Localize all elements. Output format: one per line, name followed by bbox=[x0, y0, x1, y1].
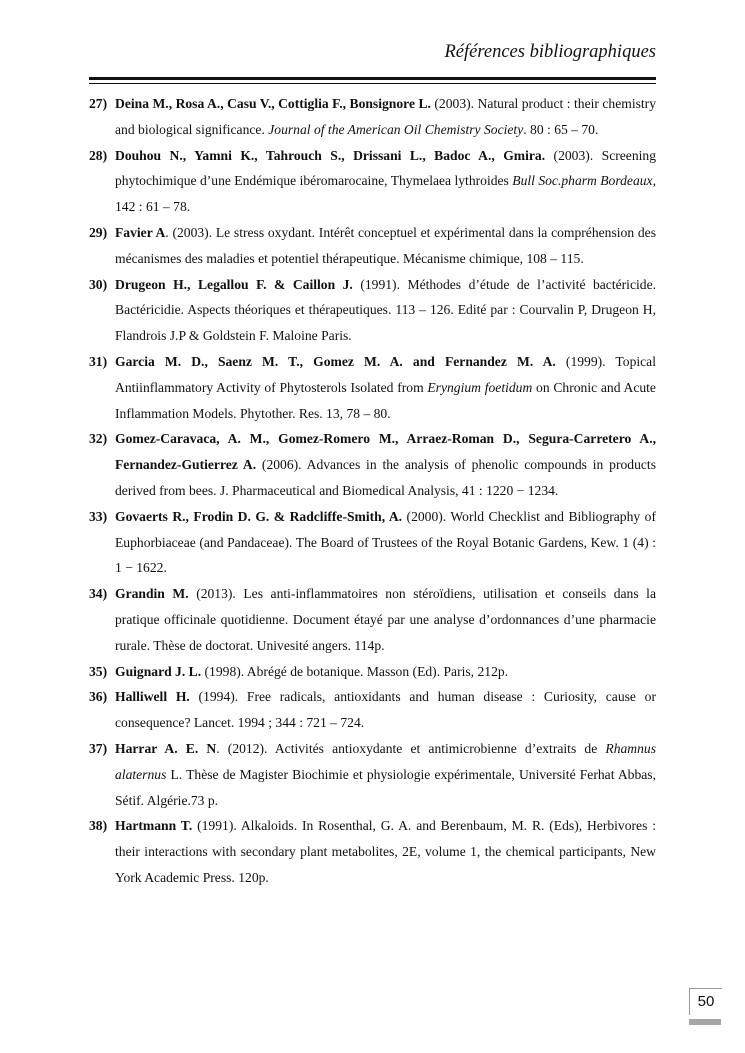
reference-authors: Govaerts R., Frodin D. G. & Radcliffe-Smith, A. bbox=[115, 508, 403, 524]
reference-item bbox=[89, 272, 656, 349]
reference-authors: Gomez-Caravaca, A. M., Gomez-Romero M., Arraez-Roman D., Segura-Carretero A., Fernandez-Gutierrez A. bbox=[115, 431, 656, 473]
reference-italic: Bull Soc.pharm Bordeaux bbox=[512, 173, 653, 189]
reference-authors: Hartmann T. bbox=[115, 818, 193, 834]
reference-text: (2003). Natural product : their chemistry and biological significance. bbox=[115, 96, 656, 137]
reference-text: (2006). Advances in the analysis of phenolic compounds in products derived from bees. J. Pharmaceutical and Biomedical Analysis, 41 : 1220 − 1234. bbox=[115, 457, 656, 498]
reference-authors: Deina M., Rosa A., Casu V., Cottiglia F., Bonsignore L. bbox=[115, 96, 431, 111]
reference-authors: Douhou N., Yamni K., Tahrouch S., Drissani L., Badoc A., Gmira. bbox=[115, 147, 546, 163]
reference-authors: Grandin M. bbox=[115, 586, 189, 602]
reference-text: on Chronic and Acute Inflammation Models. Phytother. Res. 13, 78 – 80. bbox=[115, 379, 656, 421]
reference-item bbox=[89, 426, 656, 503]
reference-number: 32) bbox=[89, 431, 108, 447]
reference-authors: Halliwell H. bbox=[115, 689, 190, 705]
reference-number: 27) bbox=[89, 96, 108, 111]
reference-item bbox=[89, 504, 656, 581]
reference-authors: Guignard J. L. bbox=[115, 663, 202, 679]
reference-item bbox=[89, 684, 656, 736]
reference-text: (1999). Topical Antiinflammatory Activity of Phytosterols Isolated from bbox=[115, 353, 656, 395]
reference-number: 30) bbox=[89, 276, 108, 292]
reference-list bbox=[89, 91, 656, 891]
reference-text: . 80 : 65 – 70. bbox=[523, 121, 599, 137]
reference-number: 28) bbox=[89, 147, 108, 163]
page-number-bar bbox=[689, 1019, 721, 1025]
reference-number: 38) bbox=[89, 818, 108, 834]
reference-text: (1991). Méthodes d’étude de l’activité bactéricide. Bactéricidie. Aspects théoriques et thérapeutiques. 113 – 126. Edité par : Courvalin P, Drugeon H, Flandrois J.P & Goldstein F. Maloine Paris. bbox=[115, 276, 656, 344]
reference-text: , 142 : 61 – 78. bbox=[115, 173, 656, 215]
reference-number: 36) bbox=[89, 689, 108, 705]
reference-number: 35) bbox=[89, 663, 108, 679]
page-number: 50 bbox=[689, 988, 722, 1015]
reference-text: (1998). Abrégé de botanique. Masson (Ed). Paris, 212p. bbox=[201, 663, 509, 679]
reference-text: (1994). Free radicals, antioxidants and human disease : Curiosity, cause or consequence? Lancet. 1994 ; 344 : 721 – 724. bbox=[115, 689, 656, 731]
reference-item bbox=[89, 349, 656, 426]
reference-text: (2013). Les anti-inflammatoires non stéroïdiens, utilisation et conseils dans la pratique officinale quotidienne. Document étayé par une analyse d’ordonnances d’une pharmacie rurale. Thèse de doctorat. Univesité angers. 114p. bbox=[115, 586, 656, 653]
reference-item bbox=[89, 91, 656, 143]
reference-item bbox=[89, 736, 656, 813]
reference-number: 37) bbox=[89, 740, 108, 756]
reference-item bbox=[89, 813, 656, 890]
reference-italic: Eryngium foetidum bbox=[427, 379, 533, 395]
reference-authors: Drugeon H., Legallou F. & Caillon J. bbox=[115, 276, 353, 292]
reference-text: (1991). Alkaloids. In Rosenthal, G. A. and Berenbaum, M. R. (Eds), Herbivores : their interactions with secondary plant metabolites, 2E, volume 1, the chemical participants, New York Academic Press. 120p. bbox=[115, 818, 657, 885]
header-rule-thick bbox=[89, 77, 656, 80]
reference-italic: Journal of the American Oil Chemistry Society bbox=[268, 121, 524, 137]
reference-text: (2000). World Checklist and Bibliography of Euphorbiaceae (and Pandaceae). The Board of Trustees of the Royal Botanic Gardens, Kew. 1 (4) : 1 − 1622. bbox=[115, 508, 656, 576]
reference-text: . (2012). Activités antioxydante et antimicrobienne d’extraits de bbox=[216, 740, 606, 756]
page-header-title: Références bibliographiques bbox=[444, 42, 656, 62]
reference-italic: Rhamnus alaternus bbox=[115, 740, 656, 782]
reference-text: (2003). Screening phytochimique d’une Endémique ibéromarocaine, Thymelaea lythroides bbox=[115, 147, 657, 189]
reference-item bbox=[89, 659, 656, 685]
reference-item bbox=[89, 581, 656, 658]
reference-item bbox=[89, 220, 656, 272]
reference-authors: Harrar A. E. N bbox=[115, 740, 217, 756]
reference-number: 29) bbox=[89, 224, 108, 240]
header-rule-thin bbox=[89, 83, 656, 84]
reference-number: 33) bbox=[89, 508, 108, 524]
reference-authors: Garcia M. D., Saenz M. T., Gomez M. A. and Fernandez M. A. bbox=[115, 353, 556, 369]
reference-authors: Favier A bbox=[115, 224, 166, 240]
reference-text: . (2003). Le stress oxydant. Intérêt conceptuel et expérimental dans la compréhension des mécanismes des maladies et potentiel thérapeutique. Mécanisme chimique, 108 – 115. bbox=[115, 224, 656, 266]
reference-number: 34) bbox=[89, 586, 108, 602]
reference-text: L. Thèse de Magister Biochimie et physiologie expérimentale, Université Ferhat Abbas, Sétif. Algérie.73 p. bbox=[115, 766, 656, 808]
reference-number: 31) bbox=[89, 353, 108, 369]
reference-item bbox=[89, 143, 656, 220]
